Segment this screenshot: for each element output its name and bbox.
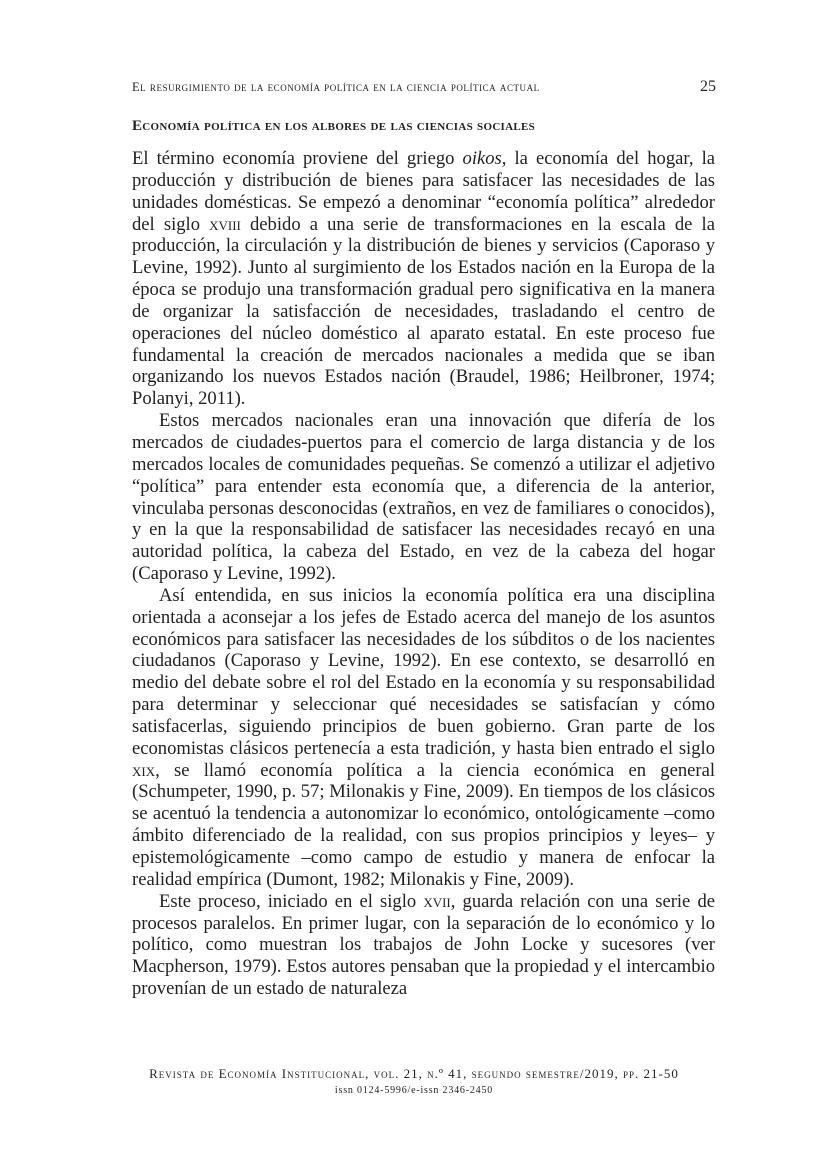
page-footer <box>0 1066 828 1096</box>
paragraph-4-century: xvii <box>423 890 451 912</box>
paragraph-4-text-a: Este proceso, iniciado en el siglo <box>159 890 424 912</box>
paragraph-1-century: xviii <box>209 213 241 235</box>
paragraph-1-text-b: , la economía del hogar, la producción y distribución de bienes para satisfacer las necesidades de las unidades domésticas. Se empezó a denominar “economía política” alrededor del siglo <box>132 148 715 235</box>
paragraph-1-text-c: debido a una serie de transformaciones en la escala de la producción, la circulación y la distribución de bienes y servicios (Caporaso y Levine, 1992). Junto al surgimiento de los Estados nación en la Europa de la época se produjo una transformación gradual pero significativa en la manera de organizar la satisfacción de necesidades, trasladando el centro de operaciones del núcleo doméstico al aparato estatal. En este proceso fue fundamental la creación de mercados nacionales a medida que se iban organizando los nuevos Estados nación (Braudel, 1986; Heilbroner, 1974; Polanyi, 2011). <box>132 213 715 410</box>
section-heading: Economía política en los albores de las ciencias sociales <box>132 118 536 134</box>
paragraph-3-century: xix <box>132 759 156 781</box>
paragraph-1-italic-term: oikos <box>462 148 502 169</box>
paragraph-3-text-b: , se llamó economía política a la ciencia económica en general (Schumpeter, 1990, p. 57; Milonakis y Fine, 2009). En tiempos de los clásicos se acentuó la tendencia a autonomizar lo económico, ontológicamente –como ámbito diferenciado de la realidad, con sus propios principios y leyes– y epistemológicamente –como campo de estudio y manera de enfocar la realidad empírica (Dumont, 1982; Milonakis y Fine, 2009). <box>132 759 715 890</box>
paragraph-3-text-a: Así entendida, en sus inicios la economía política era una disciplina orientada a aconsejar a los jefes de Estado acerca del manejo de los asuntos económicos para satisfacer las necesidades de los súbditos o de los nacientes ciudadanos (Caporaso y Levine, 1992). En ese contexto, se desarrolló en medio del debate sobre el rol del Estado en la economía y su responsabilidad para determinar y seleccionar qué necesidades se satisfacían y cómo satisfacerlas, siguiendo principios de buen gobierno. Gran parte de los economistas clásicos pertenecía a esta tradición, y hasta bien entrado el siglo <box>132 584 715 759</box>
paragraph-1 <box>132 148 715 410</box>
page-number: 25 <box>700 78 716 95</box>
paragraph-4-text-b: , guarda relación con una serie de procesos paralelos. En primer lugar, con la separación de lo económico y lo político, como muestran los trabajos de John Locke y sucesores (ver Macpherson, 1979). Estos autores pensaban que la propiedad y el intercambio provenían de un estado de naturaleza <box>132 890 715 1000</box>
body-text <box>132 148 715 1000</box>
running-header <box>132 78 716 96</box>
footer-journal-citation: Revista de Economía Institucional, vol. 21, n.º 41, segundo semestre/2019, pp. 21-50 <box>149 1066 679 1081</box>
paragraph-4 <box>132 891 715 1000</box>
paragraph-1-text-a: El término economía proviene del griego <box>132 148 463 169</box>
paragraph-2: Estos mercados nacionales eran una innovación que difería de los mercados de ciudades-puertos para el comercio de larga distancia y de los mercados locales de comunidades pequeñas. Se comenzó a utilizar el adjetivo “política” para entender esta economía que, a diferencia de la anterior, vinculaba personas desconocidas (extraños, en vez de familiares o conocidos), y en la que la responsabilidad de satisfacer las necesidades recayó en una autoridad política, la cabeza del Estado, en vez de la cabeza del hogar (Caporaso y Levine, 1992). <box>132 410 715 585</box>
running-title: El resurgimiento de la economía política en la ciencia política actual <box>132 80 540 94</box>
footer-issn: issn 0124-5996/e-issn 2346-2450 <box>334 1085 494 1096</box>
paragraph-3 <box>132 585 715 891</box>
